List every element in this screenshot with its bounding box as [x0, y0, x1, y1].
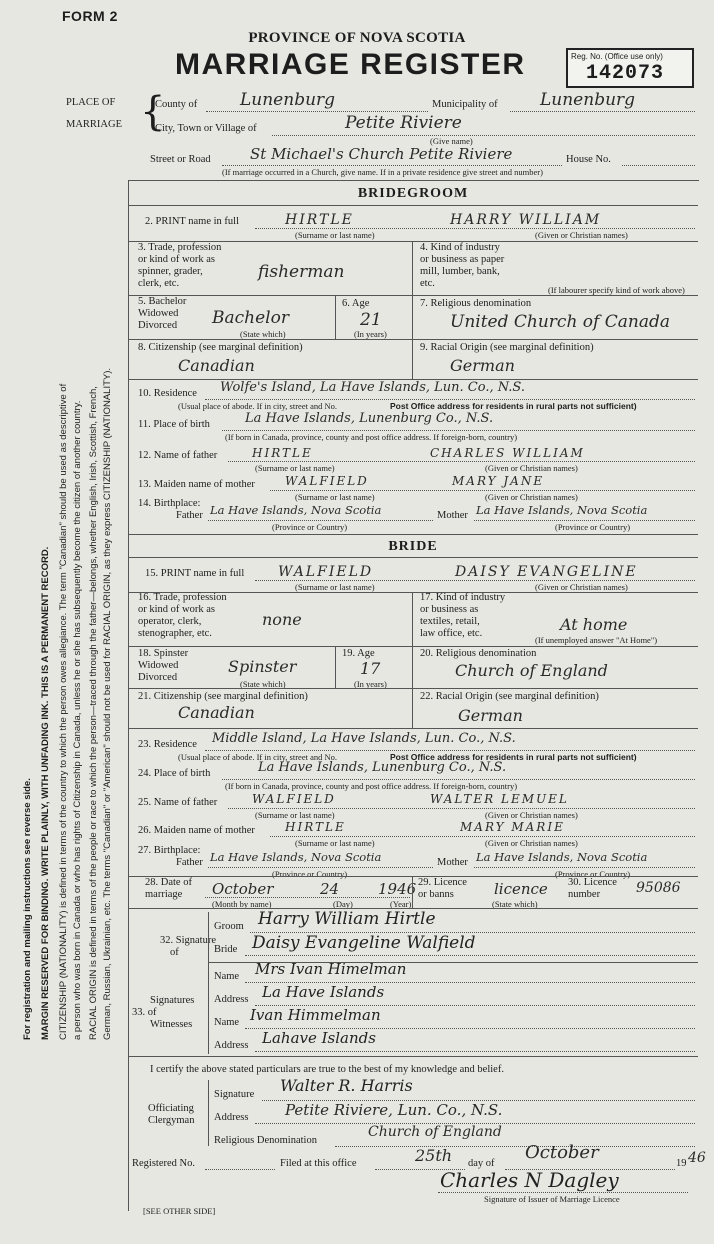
- groom-birth-hint: (If born in Canada, province, county and post office address. If foreign-born, country): [225, 432, 518, 442]
- municipality-label: Municipality of: [432, 99, 498, 110]
- city-line: [272, 135, 695, 136]
- issuer-label: Signature of Issuer of Marriage Licence: [484, 1194, 620, 1204]
- bride-status: Spinster: [228, 657, 297, 676]
- groom-father-label: 12. Name of father: [138, 450, 218, 461]
- bride-father-label: 25. Name of father: [138, 797, 218, 808]
- bride-citizenship-label: 21. Citizenship (see marginal definition): [138, 691, 308, 702]
- bride-surname-hint: (Surname or last name): [295, 582, 375, 592]
- house-label: House No.: [566, 154, 611, 165]
- groom-religion: United Church of Canada: [450, 312, 670, 332]
- bride-mother-label: 26. Maiden name of mother: [138, 825, 255, 836]
- municipality-line: [510, 111, 695, 112]
- divider: [128, 728, 698, 729]
- filed-day: 25th: [415, 1146, 453, 1165]
- section-bridegroom: BRIDEGROOM: [357, 186, 469, 201]
- give-name-hint: (Give name): [430, 136, 473, 146]
- day-of-label: day of: [468, 1158, 495, 1169]
- filed-year: 46: [688, 1150, 706, 1166]
- bride-father-surname: WALFIELD: [252, 792, 336, 806]
- bride-father-given: WALTER LEMUEL: [430, 792, 569, 806]
- clergy-address-label: Address: [214, 1112, 249, 1123]
- bride-status-label: 18. Spinster Widowed Divorced: [138, 648, 189, 683]
- reg-number-box: [566, 48, 694, 88]
- groom-given-hint: (Given or Christian names): [535, 230, 628, 240]
- line: [205, 897, 410, 898]
- groom-bp-father-hint: (Province or Country): [272, 522, 348, 532]
- year-prefix: 19: [676, 1158, 687, 1169]
- bride-state-which: (State which): [240, 679, 286, 689]
- divider: [128, 205, 698, 206]
- denomination-label: Religious Denomination: [214, 1135, 317, 1146]
- line: [205, 1169, 275, 1170]
- sidebar-margin-note: MARGIN RESERVED FOR BINDING. WRITE PLAINLY, WITH UNFADING INK. THIS IS A PERMANENT RECORD.: [40, 546, 51, 1040]
- groom-birthplace-label: 14. Birthplace:: [138, 498, 201, 509]
- witnesses-label: Signatures 33. of Witnesses: [132, 995, 195, 1030]
- groom-racial-label: 9. Racial Origin (see marginal definition): [420, 342, 594, 353]
- bride-bp-father-label: Father: [176, 857, 203, 868]
- divider: [412, 339, 413, 379]
- groom-industry-hint: (If labourer specify kind of work above): [548, 285, 685, 295]
- registered-no-label: Registered No.: [132, 1158, 195, 1169]
- section-bride: BRIDE: [388, 539, 438, 554]
- clergy-denomination: Church of England: [368, 1124, 502, 1140]
- divider: [412, 241, 413, 295]
- witness2-name: Ivan Himmelman: [250, 1006, 381, 1024]
- groom-mother-given-hint: (Given or Christian names): [485, 492, 578, 502]
- divider: [128, 688, 698, 689]
- groom-birth-label: 11. Place of birth: [138, 419, 210, 430]
- divider: [335, 295, 336, 339]
- issuer-signature: Charles N Dagley: [440, 1168, 619, 1192]
- bride-bp-mother-hint: (Province or Country): [555, 869, 631, 879]
- groom-surname-hint: (Surname or last name): [295, 230, 375, 240]
- place-brace: {: [140, 89, 166, 135]
- groom-father-line: [228, 461, 695, 462]
- street-value: St Michael's Church Petite Riviere: [250, 145, 513, 163]
- bride-residence: Middle Island, La Have Islands, Lun. Co., N.S.: [212, 731, 516, 746]
- clergy-signature: Walter R. Harris: [280, 1076, 413, 1095]
- place-label-2: MARRIAGE: [66, 119, 123, 130]
- divider: [128, 339, 698, 340]
- line: [474, 520, 695, 521]
- groom-father-given-hint: (Given or Christian names): [485, 463, 578, 473]
- year-hint: (Year): [390, 899, 412, 909]
- county-value: Lunenburg: [240, 90, 336, 110]
- bride-religion: Church of England: [455, 661, 608, 680]
- bride-years: (In years): [354, 679, 387, 689]
- bride-residence-label: 23. Residence: [138, 739, 197, 750]
- line: [222, 779, 695, 780]
- county-line: [206, 111, 428, 112]
- form-number: FORM 2: [62, 8, 118, 24]
- clergy-label: Officiating Clergyman: [148, 1103, 195, 1126]
- bride-mother-surname: HIRTLE: [285, 820, 346, 834]
- line: [245, 955, 695, 956]
- bride-birth-label: 24. Place of birth: [138, 768, 211, 779]
- groom-citizenship-label: 8. Citizenship (see marginal definition): [138, 342, 303, 353]
- filed-month: October: [525, 1142, 599, 1163]
- line: [270, 836, 695, 837]
- bride-bp-mother: La Have Islands, Nova Scotia: [476, 850, 648, 864]
- groom-mother-surname-hint: (Surname or last name): [295, 492, 375, 502]
- municipality-value: Lunenburg: [540, 90, 636, 110]
- divider: [412, 592, 413, 646]
- bride-citizenship: Canadian: [178, 703, 255, 722]
- groom-mother-line: [270, 490, 695, 491]
- divider: [128, 295, 698, 296]
- bride-industry: At home: [560, 615, 628, 634]
- province-heading: PROVINCE OF NOVA SCOTIA: [248, 30, 466, 46]
- bride-mother-surname-hint: (Surname or last name): [295, 838, 375, 848]
- bride-father-surname-hint: (Surname or last name): [255, 810, 335, 820]
- groom-residence-hint-bold: Post Office address for residents in rural parts not sufficient): [390, 401, 637, 411]
- sidebar-registration-note: For registration and mailing instructions see reverse side.: [22, 778, 33, 1040]
- county-label: County of: [155, 99, 198, 110]
- groom-state-which: (State which): [240, 329, 286, 339]
- groom-bp-father-label: Father: [176, 510, 203, 521]
- groom-years: (In years): [354, 329, 387, 339]
- city-label: City, Town or Village of: [155, 123, 257, 134]
- line: [208, 520, 433, 521]
- licence-label: 29. Licence or banns: [418, 877, 467, 900]
- groom-mother-label: 13. Maiden name of mother: [138, 479, 255, 490]
- divider: [128, 646, 698, 647]
- bride-signature: Daisy Evangeline Walfield: [252, 933, 476, 953]
- groom-bp-mother: La Have Islands, Nova Scotia: [476, 503, 648, 517]
- groom-given: HARRY WILLIAM: [450, 212, 602, 228]
- bride-age: 17: [360, 659, 381, 678]
- bride-residence-hint: (Usual place of abode. If in city, street and No.: [178, 752, 338, 762]
- bride-birth: La Have Islands, Lunenburg Co., N.S.: [258, 760, 507, 775]
- clergy-sig-label: Signature: [214, 1089, 255, 1100]
- street-line: [222, 165, 562, 166]
- line: [228, 808, 695, 809]
- bride-bp-mother-label: Mother: [437, 857, 468, 868]
- clergy-address: Petite Riviere, Lun. Co., N.S.: [285, 1101, 503, 1119]
- groom-father-given: CHARLES WILLIAM: [430, 446, 585, 460]
- bride-religion-label: 20. Religious denomination: [420, 648, 537, 659]
- groom-sig-label: Groom: [214, 921, 244, 932]
- street-note: (If marriage occurred in a Church, give name. If in a private residence give street and number): [222, 167, 543, 177]
- groom-trade-label: 3. Trade, profession or kind of work as spinner, grader, clerk, etc.: [138, 242, 222, 289]
- filed-label: Filed at this office: [280, 1158, 357, 1169]
- line: [205, 750, 695, 751]
- line: [335, 1146, 695, 1147]
- line: [255, 1051, 695, 1052]
- groom-father-surname: HIRTLE: [252, 446, 313, 460]
- licence-number: 95086: [636, 880, 681, 896]
- bride-trade: none: [262, 610, 302, 629]
- reg-number: 142073: [586, 62, 665, 85]
- bride-mother-given: MARY MARIE: [460, 820, 565, 834]
- marriage-year: 1946: [378, 880, 417, 898]
- divider: [412, 876, 413, 908]
- bride-bp-father-hint: (Province or Country): [272, 869, 348, 879]
- line: [474, 867, 695, 868]
- groom-father-surname-hint: (Surname or last name): [255, 463, 335, 473]
- page-title: MARRIAGE REGISTER: [175, 48, 526, 81]
- groom-bp-mother-hint: (Province or Country): [555, 522, 631, 532]
- bride-trade-label: 16. Trade, profession or kind of work as operator, clerk, stenographer, etc.: [138, 592, 227, 639]
- bride-surname: WALFIELD: [278, 564, 374, 580]
- house-line: [622, 165, 695, 166]
- groom-surname: HIRTLE: [285, 212, 354, 228]
- groom-bp-father: La Have Islands, Nova Scotia: [210, 503, 382, 517]
- groom-birth: La Have Islands, Lunenburg Co., N.S.: [245, 411, 494, 426]
- month-hint: (Month by name): [212, 899, 272, 909]
- bride-age-label: 19. Age: [342, 648, 375, 659]
- bride-father-given-hint: (Given or Christian names): [485, 810, 578, 820]
- groom-racial: German: [450, 356, 515, 375]
- groom-bp-mother-label: Mother: [437, 510, 468, 521]
- groom-residence-line: [205, 399, 695, 400]
- signature-of-label: 32. Signature of: [160, 935, 216, 958]
- place-label-1: PLACE OF: [66, 97, 116, 108]
- sidebar-citizenship-def-2: a person who was born in Canada or who has rights of Citizenship in Canada, unless he or she has subsequently become the citizen of another country.: [72, 400, 83, 1040]
- groom-religion-label: 7. Religious denomination: [420, 298, 532, 309]
- bride-racial: German: [458, 706, 523, 725]
- street-label: Street or Road: [150, 154, 211, 165]
- sidebar-racial-def-2: German, Russian, Ukrainian, etc. The terms "Canadian" or "American" should not be used for RACIAL ORIGIN, as they express CITIZENSHIP (NATIONALITY).: [102, 367, 113, 1040]
- licence-type: licence: [494, 880, 548, 898]
- divider: [128, 534, 698, 535]
- groom-status: Bachelor: [212, 308, 289, 328]
- witness2-address: Lahave Islands: [262, 1029, 376, 1047]
- bride-name-label: 15. PRINT name in full: [145, 568, 245, 579]
- groom-residence: Wolfe's Island, La Have Islands, Lun. Co., N.S.: [220, 380, 525, 395]
- divider: [412, 295, 413, 339]
- bride-bp-father: La Have Islands, Nova Scotia: [210, 850, 382, 864]
- marriage-day: 24: [320, 880, 340, 898]
- groom-birth-line: [222, 430, 695, 431]
- licence-state-which: (State which): [492, 899, 538, 909]
- day-hint: (Day): [333, 899, 353, 909]
- marriage-date-label: 28. Date of marriage: [145, 877, 192, 900]
- divider: [412, 688, 413, 728]
- bride-sig-label: Bride: [214, 944, 238, 955]
- see-other-side: [SEE OTHER SIDE]: [143, 1206, 216, 1216]
- witness1-address: La Have Islands: [262, 983, 385, 1001]
- bride-industry-hint: (If unemployed answer "At Home"): [535, 635, 658, 645]
- sidebar-citizenship-def-1: CITIZENSHIP (NATIONALITY) is defined in terms of the country to which the person owes allegiance. The term "Canadian" should be used as descriptive of: [58, 383, 69, 1040]
- bride-birthplace-label: 27. Birthplace:: [138, 845, 201, 856]
- groom-mother-surname: WALFIELD: [285, 474, 369, 488]
- sidebar-racial-def-1: RACIAL ORIGIN is defined in terms of the people or race to which the person—traced through the father—belongs, whether English, Irish, Scottish, French,: [88, 386, 99, 1040]
- groom-residence-hint: (Usual place of abode. If in city, street and No.: [178, 401, 338, 411]
- groom-age-label: 6. Age: [342, 298, 370, 309]
- groom-citizenship: Canadian: [178, 356, 255, 375]
- groom-name-line: [255, 228, 695, 229]
- bride-residence-hint-bold: Post Office address for residents in rural parts not sufficient): [390, 752, 637, 762]
- licence-number-label: 30. Licence number: [568, 877, 617, 900]
- bride-mother-given-hint: (Given or Christian names): [485, 838, 578, 848]
- divider: [412, 646, 413, 688]
- groom-name-label: 2. PRINT name in full: [145, 216, 240, 227]
- marriage-month: October: [212, 880, 274, 898]
- city-value: Petite Riviere: [345, 113, 462, 133]
- certify-text: I certify the above stated particulars are true to the best of my knowledge and belief.: [150, 1064, 504, 1075]
- bride-birth-hint: (If born in Canada, province, county and post office address. If foreign-born, country): [225, 781, 518, 791]
- groom-residence-label: 10. Residence: [138, 388, 197, 399]
- bride-industry-label: 17. Kind of industry or business as textiles, retail, law office, etc.: [420, 592, 506, 639]
- groom-trade: fisherman: [258, 262, 345, 282]
- divider: [128, 557, 698, 558]
- groom-signature: Harry William Hirtle: [258, 909, 436, 929]
- groom-mother-given: MARY JANE: [452, 474, 545, 488]
- divider: [335, 646, 336, 688]
- bride-given: DAISY EVANGELINE: [455, 564, 638, 580]
- line: [438, 1192, 688, 1193]
- w2-name-label: Name: [214, 1017, 240, 1028]
- line: [208, 867, 433, 868]
- w2-address-label: Address: [214, 1040, 249, 1051]
- witness1-name: Mrs Ivan Himelman: [255, 960, 407, 978]
- groom-status-label: 5. Bachelor Widowed Divorced: [138, 296, 187, 331]
- groom-industry-label: 4. Kind of industry or business as paper mill, lumber, bank, etc.: [420, 242, 505, 289]
- divider: [128, 1056, 698, 1057]
- w1-address-label: Address: [214, 994, 249, 1005]
- reg-number-label: Reg. No. (Office use only): [571, 52, 663, 61]
- w1-name-label: Name: [214, 971, 240, 982]
- bride-racial-label: 22. Racial Origin (see marginal definition): [420, 691, 599, 702]
- groom-age: 21: [360, 310, 382, 330]
- line: [255, 580, 695, 581]
- bride-given-hint: (Given or Christian names): [535, 582, 628, 592]
